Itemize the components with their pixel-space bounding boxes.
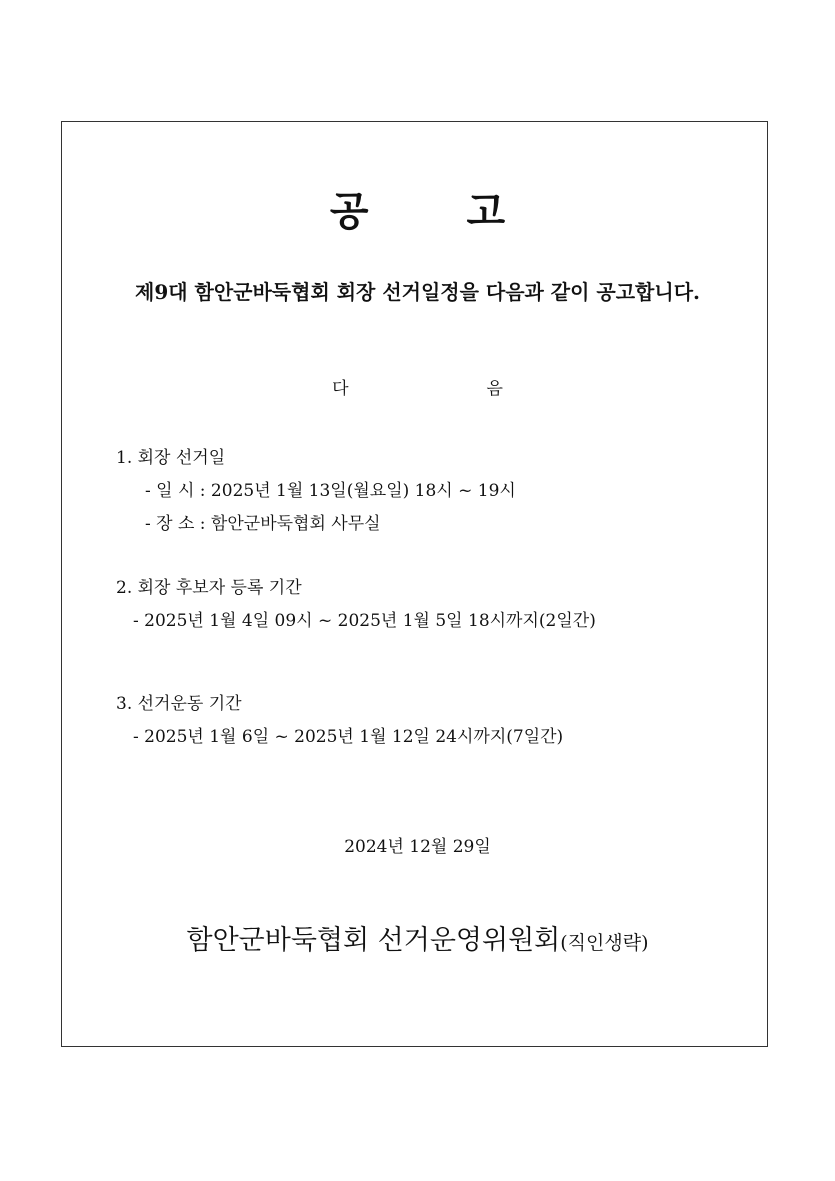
organization-name: 함안군바둑협회 선거운영위원회 [186,925,561,956]
section-campaign-heading: 3. 선거운동 기간 [116,694,242,714]
section-registration-heading: 2. 회장 후보자 등록 기간 [116,578,302,598]
notice-date: 2024년 12월 29일 [344,837,491,857]
dah-eum-heading [0,374,835,399]
section-election-day-place: - 장 소 : 함안군바둑협회 사무실 [145,514,381,534]
title-char-go: 고 [466,188,506,235]
section-election-day-heading: 1. 회장 선거일 [116,448,226,468]
section-campaign-period: - 2025년 1월 6일 ~ 2025년 1월 12일 24시까지(7일간) [133,727,564,747]
dah-char: 다 [332,379,349,399]
organization-signature [0,918,835,957]
notice-subtitle: 제9대 함안군바둑협회 회장 선거일정을 다음과 같이 공고합니다. [135,280,700,304]
section-registration-period: - 2025년 1월 4일 09시 ~ 2025년 1월 5일 18시까지(2일간) [133,611,596,631]
eum-char: 음 [486,379,503,399]
title-char-gong: 공 [329,188,369,235]
seal-omitted-note: (직인생략) [560,932,649,954]
notice-title [0,180,835,237]
section-election-day-time: - 일 시 : 2025년 1월 13일(월요일) 18시 ~ 19시 [145,481,516,501]
